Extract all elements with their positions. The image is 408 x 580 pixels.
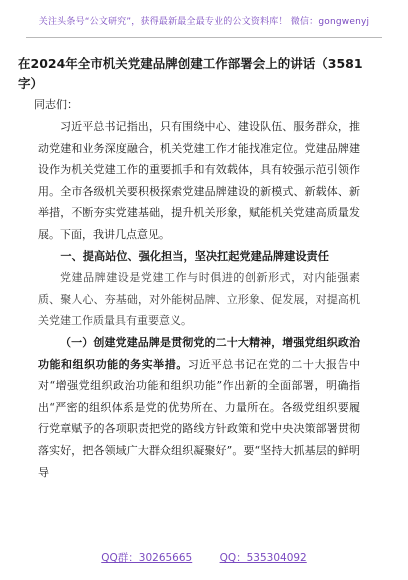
section-heading-1: 一、提高站位、强化担当，坚决扛起党建品牌建设责任 xyxy=(60,249,329,263)
qq-group-link[interactable]: QQ群：30265665 xyxy=(101,552,193,564)
point-1-text: 习近平总书记在党的二十大报告中对“增强党组织政治功能和组织功能”作出新的全面部署，明确指出“严密的组织体系是党的优势所在、力量所在。各级党组织要履行党章赋予的各项职责把党的路线方针政策和党中央决策部署贯彻落实好，把各领域广大群众组织凝聚好”。要“坚持大抓基层的鲜明导 xyxy=(38,357,361,479)
footer xyxy=(0,550,408,565)
point-1-lead: （一）创建党建品牌是贯彻党的二十大精神，增强党组织政治功能和组织功能的务实举措。 xyxy=(38,335,360,371)
paragraph-intro: 习近平总书记指出，只有围绕中心、建设队伍、服务群众，推动党建和业务深度融合，机关党建工作才能找准定位。党建品牌建设作为机关党建工作的重要抓手和有效载体，具有较强示范引领作用。全市各级机关要积极探索党建品牌建设的新模式、新载体、新举措，不断夯实党建基础，提升机关形象，赋能机关党建高质量发展。下面，我讲几点意见。 xyxy=(38,120,360,241)
header-banner: 关注头条号“公文研究”，获得最新最全最专业的公文资料库！ 微信：gongwenyj xyxy=(38,17,370,27)
paragraph-section-1: 党建品牌建设是党建工作与时俱进的创新形式，对内能强素质、聚人心、夯基础，对外能树品牌、立形象、促发展，对提高机关党建工作质量具有重要意义。 xyxy=(38,271,360,328)
salutation: 同志们： xyxy=(34,98,78,111)
document-title: 在2024年全市机关党建品牌创建工作部署会上的讲话（3581字） xyxy=(18,56,363,91)
paragraph-point-1 xyxy=(38,332,360,483)
qq-contact-link[interactable]: QQ：535304092 xyxy=(219,552,307,564)
header-divider xyxy=(26,37,382,38)
document-body xyxy=(38,116,360,483)
